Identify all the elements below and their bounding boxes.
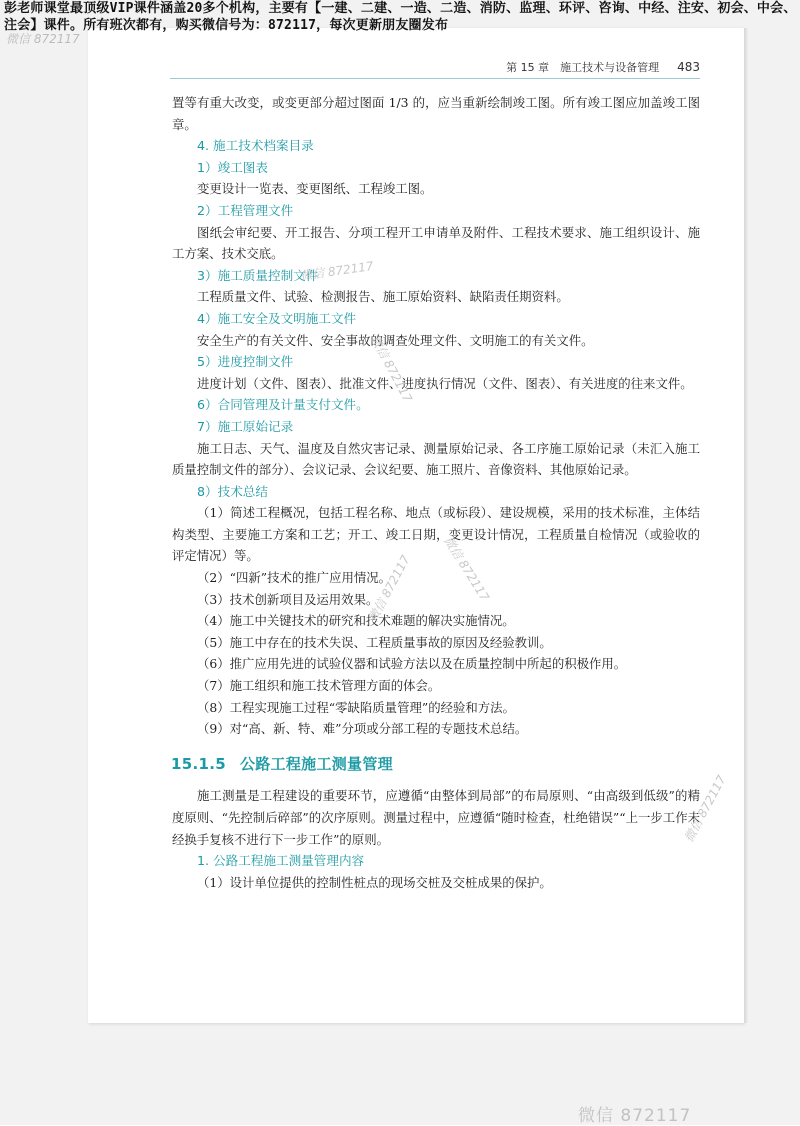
summary-item: （8）工程实现施工过程“零缺陷质量管理”的经验和方法。 bbox=[197, 699, 515, 715]
ad-banner-text: 彭老师课堂最顶级VIP课件涵盖20多个机构，主要有【一建、二建、一造、二造、消防、监理、环评、咨询、中经、注安、初会、中会、注会】课件。所有班次都有，购买微信号为：872117，每次更新朋友圈发布 bbox=[4, 1, 797, 33]
summary-item: （7）施工组织和施工技术管理方面的体会。 bbox=[197, 678, 441, 694]
intro-paragraph: 置等有重大改变，或变更部分超过图面 1/3 的，应当重新绘制竣工图。所有竣工图应加盖竣工图章。 bbox=[172, 95, 700, 132]
body-safety: 安全生产的有关文件、安全事故的调查处理文件、文明施工的有关文件。 bbox=[197, 332, 594, 348]
watermark: 微信 872117 bbox=[440, 533, 492, 604]
body-quality-control: 工程质量文件、试验、检测报告、施工原始资料、缺陷责任期资料。 bbox=[197, 289, 569, 305]
watermark: 微信 872117 bbox=[365, 552, 413, 625]
subheading-technical-summary: 8）技术总结 bbox=[197, 483, 268, 499]
summary-item: （2）“四新”技术的推广应用情况。 bbox=[197, 570, 392, 586]
subheading-quality-control: 3）施工质量控制文件 bbox=[197, 267, 319, 283]
body-schedule: 进度计划（文件、图表）、批准文件、进度执行情况（文件、图表）、有关进度的往来文件。 bbox=[197, 375, 693, 391]
watermark: 微信 872117 bbox=[299, 258, 375, 284]
subheading-original-records: 7）施工原始记录 bbox=[197, 418, 294, 434]
body-original-records: 施工日志、天气、温度及自然灾害记录、测量原始记录、各工序施工原始记录（未汇入施工质量控制文件的部分）、会议记录、会议纪要、施工照片、音像资料、其他原始记录。 bbox=[172, 440, 700, 478]
header-rule bbox=[170, 78, 700, 79]
subheading-schedule: 5）进度控制文件 bbox=[197, 354, 294, 370]
page-body bbox=[172, 92, 700, 893]
summary-item: （3）技术创新项目及运用效果。 bbox=[197, 591, 379, 607]
page-edge-shadow bbox=[744, 28, 748, 1023]
watermark: 微信 872117 bbox=[367, 332, 415, 405]
body-completion-drawings: 变更设计一览表、变更图纸、工程竣工图。 bbox=[197, 181, 433, 197]
summary-item: （1）简述工程概况，包括工程名称、地点（或标段）、建设规模，采用的技术标准，主体结构类型、主要施工方案和工艺；开工、竣工日期，变更设计情况，工程质量自检情况（或验收的评定情况）等。 bbox=[172, 505, 700, 564]
survey-item: （1）设计单位提供的控制性桩点的现场交桩及交桩成果的保护。 bbox=[197, 874, 552, 890]
subheading-survey-management: 1. 公路工程施工测量管理内容 bbox=[197, 853, 365, 869]
watermark: 微信 872117 bbox=[681, 772, 729, 845]
subheading-completion-drawings: 1）竣工图表 bbox=[197, 159, 268, 175]
summary-item: （6）推广应用先进的试验仪器和试验方法以及在质量控制中所起的积极作用。 bbox=[197, 656, 627, 672]
heading-archive-catalog: 4. 施工技术档案目录 bbox=[197, 138, 314, 154]
section-heading bbox=[171, 754, 700, 776]
body-project-management: 图纸会审纪要、开工报告、分项工程开工申请单及附件、工程技术要求、施工组织设计、施工方案、技术交底。 bbox=[172, 224, 700, 262]
summary-item: （4）施工中关键技术的研究和技术难题的解决实施情况。 bbox=[197, 613, 515, 629]
subheading-safety: 4）施工安全及文明施工文件 bbox=[197, 310, 357, 326]
running-header bbox=[500, 59, 700, 77]
section-body: 施工测量是工程建设的重要环节，应遵循“由整体到局部”的布局原则、“由高级到低级”的精度原则、“先控制后碎部”的次序原则。测量过程中，应遵循“随时检查，杜绝错误”“上一步工作未经换手复核不进行下一步工作”的原则。 bbox=[172, 788, 700, 847]
section-number: 15.1.5 bbox=[171, 754, 226, 773]
page-number: 483 bbox=[677, 60, 700, 74]
summary-item: （9）对“高、新、特、难”分项或分部工程的专题技术总结。 bbox=[197, 721, 528, 737]
watermark-top-left: 微信 872117 bbox=[6, 32, 80, 46]
subheading-project-management: 2）工程管理文件 bbox=[197, 202, 294, 218]
subheading-contract: 6）合同管理及计量支付文件。 bbox=[197, 397, 369, 413]
summary-item: （5）施工中存在的技术失误、工程质量事故的原因及经验教训。 bbox=[197, 634, 552, 650]
chapter-title: 第 15 章 施工技术与设备管理 bbox=[506, 61, 660, 74]
watermark-bottom-right: 微信 872117 bbox=[578, 1106, 692, 1126]
section-title: 公路工程施工测量管理 bbox=[239, 754, 393, 773]
